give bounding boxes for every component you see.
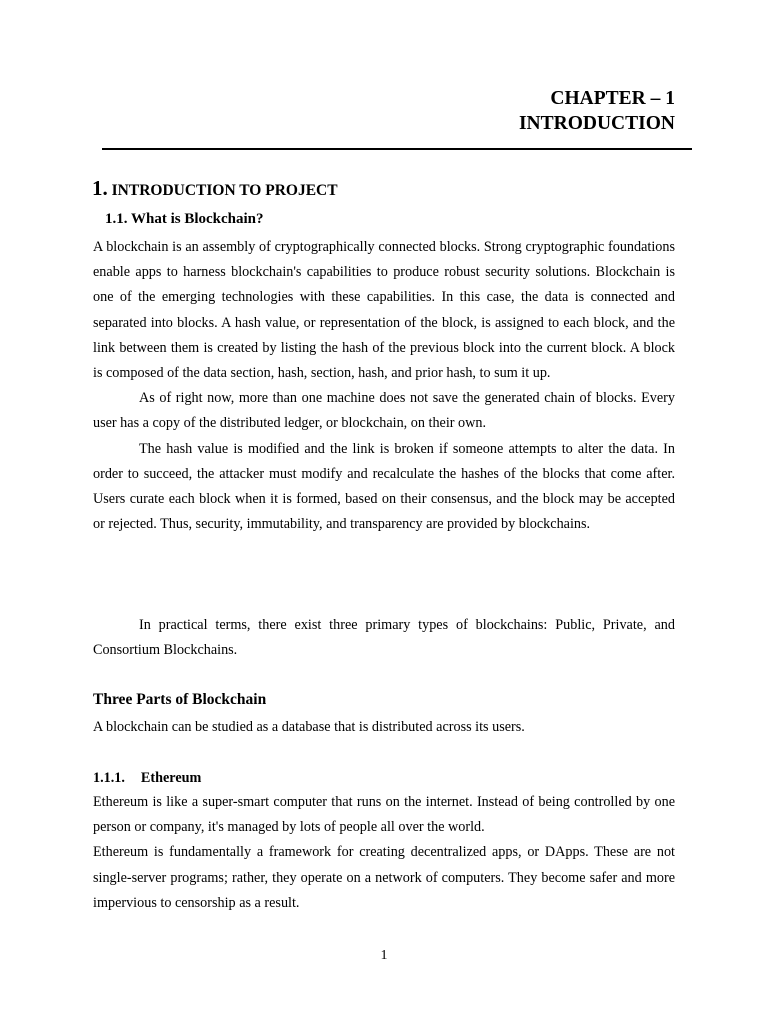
blockchain-body <box>93 235 675 537</box>
horizontal-rule <box>102 148 692 150</box>
paragraph-4: In practical terms, there exist three primary types of blockchains: Public, Private, and Consortium Blockchains. <box>93 617 675 659</box>
section-heading <box>92 176 338 203</box>
chapter-label: CHAPTER – 1 <box>550 88 675 109</box>
ethereum-number: 1.1.1. <box>93 770 125 786</box>
chapter-heading <box>519 86 675 136</box>
ethereum-body <box>93 790 675 916</box>
section-number: 1. <box>92 176 108 200</box>
page-number: 1 <box>380 948 388 963</box>
ethereum-paragraph-2: Ethereum is fundamentally a framework for creating decentralized apps, or DApps. These are not single-server programs; rather, they operate on a network of computers. They become safer and more impervious to censorship as a result. <box>93 844 675 911</box>
three-parts-body <box>93 715 675 740</box>
ethereum-heading <box>93 767 201 789</box>
three-parts-text: A blockchain can be studied as a database that is distributed across its users. <box>93 719 525 735</box>
blockchain-types-body <box>93 613 675 663</box>
paragraph-2: As of right now, more than one machine does not save the generated chain of blocks. Every user has a copy of the distributed ledger, or blockchain, on their own. <box>93 390 675 432</box>
three-parts-heading: Three Parts of Blockchain <box>93 691 267 708</box>
ethereum-paragraph-1: Ethereum is like a super-smart computer that runs on the internet. Instead of being controlled by one person or company, it's managed by lots of people all over the world. <box>93 794 675 836</box>
ethereum-title: Ethereum <box>140 770 202 786</box>
paragraph-3: The hash value is modified and the link is broken if someone attempts to alter the data. In order to succeed, the attacker must modify and recalculate the hashes of the blocks that come after. Users curate each block when it is formed, based on their consensus, and the block may be accepted or rejected. Thus, security, immutability, and transparency are provided by blockchains. <box>93 440 675 533</box>
section-title: INTRODUCTION TO PROJECT <box>111 182 338 199</box>
chapter-title: INTRODUCTION <box>518 113 675 134</box>
paragraph-1: A blockchain is an assembly of cryptographically connected blocks. Strong cryptographic foundations enable apps to harness blockchain's capabilities to produce robust security solutions. Blockchain is one of the emerging technologies with these capabilities. In this case, the data is connected and separated into blocks. A hash value, or representation of the block, is assigned to each block, and the link between them is created by listing the hash of the previous block into the current block. A block is composed of the data section, hash, section, hash, and prior hash, to sum it up. <box>93 239 675 382</box>
subsection-heading: 1.1. What is Blockchain? <box>105 211 264 227</box>
